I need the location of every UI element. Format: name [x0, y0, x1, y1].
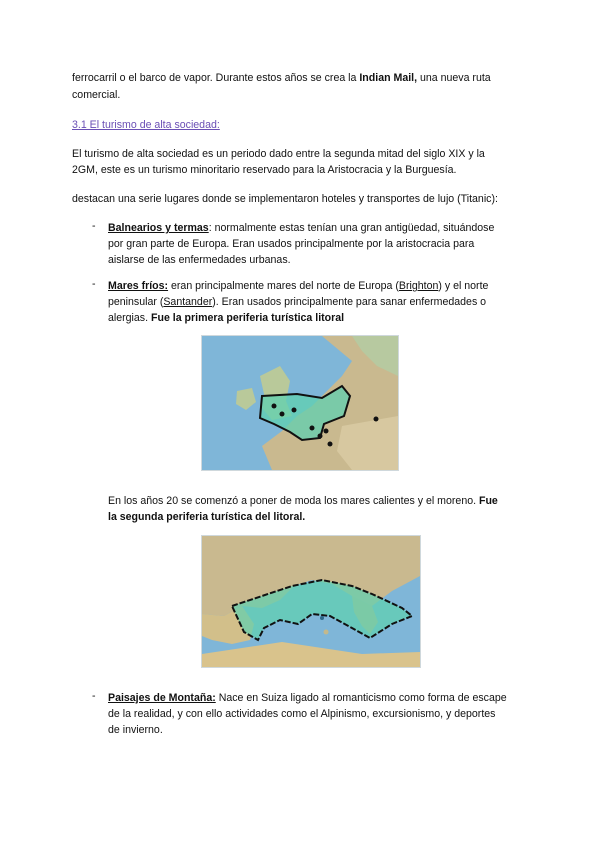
- indian-mail-bold: Indian Mail,: [359, 72, 418, 84]
- resort-dot: [324, 429, 329, 434]
- map-mediterranean-image: [202, 536, 420, 667]
- list-dash: -: [92, 690, 96, 702]
- item1-title: Balnearios y termas: [108, 222, 209, 234]
- item1-line-3: aislarse de las enfermedades urbanas.: [108, 254, 291, 266]
- item2-text: eran principalmente mares del norte de Europa (: [168, 280, 399, 292]
- resort-dot: [374, 417, 379, 422]
- section-heading[interactable]: 3.1 El turismo de alta sociedad:: [72, 119, 220, 131]
- item3-line-1: [108, 690, 528, 706]
- map-mediterranean: [201, 535, 421, 668]
- item2-title: Mares fríos:: [108, 280, 169, 292]
- intro-line-1: [72, 70, 528, 86]
- resort-dot: [310, 426, 315, 431]
- item3-title: Paisajes de Montaña:: [108, 692, 216, 704]
- para1-line-2: 2GM, este es un turismo minoritario reservado para la Aristocracia y la Burguesía.: [72, 164, 457, 176]
- item2-line-2: [108, 294, 528, 310]
- map-northern-europe-image: [202, 336, 398, 470]
- resort-dot: [272, 404, 277, 409]
- list-dash: -: [92, 278, 96, 290]
- item2-text-end: ) y el norte: [438, 280, 489, 292]
- para3-text: En los años 20 se comenzó a poner de moda los mares calientes y el moreno.: [108, 495, 479, 507]
- item1-text: : normalmente estas tenían una gran antigüedad, situándose: [208, 222, 495, 234]
- para2: destacan una serie lugares donde se implementaron hoteles y transportes de lujo (Titanic):: [72, 193, 498, 205]
- para3-bold-end: la segunda periferia turística del litoral.: [108, 511, 306, 523]
- brighton-link[interactable]: Brighton: [398, 280, 439, 292]
- para3-bold-start: Fue: [478, 495, 498, 507]
- para3-line-1: [108, 493, 528, 509]
- item3-text: Nace en Suiza ligado al romanticismo como forma de escape: [215, 692, 507, 704]
- intro-line-2: comercial.: [72, 89, 121, 101]
- item2-line-1: [108, 278, 528, 294]
- resort-dot: [280, 412, 285, 417]
- para3-line-2: [108, 509, 528, 525]
- para1-line-1: El turismo de alta sociedad es un periodo dado entre la segunda mitad del siglo XIX y la: [72, 148, 485, 160]
- island-sardinia: [324, 630, 329, 635]
- island-corsica: [320, 616, 324, 620]
- intro-text-end: una nueva ruta: [417, 72, 491, 84]
- item2-line2-pre: peninsular (: [108, 296, 164, 308]
- item2-line3-pre: alergias.: [108, 312, 151, 324]
- santander-link[interactable]: Santander: [163, 296, 213, 308]
- item1-line-1: [108, 220, 528, 236]
- resort-dot: [292, 408, 297, 413]
- item2-line2-post: ). Eran usados principalmente para sanar enfermedades o: [212, 296, 487, 308]
- item3-line-2: de la realidad, y con ello actividades como el Alpinismo, excursionismo, y deportes: [108, 708, 496, 720]
- intro-text: ferrocarril o el barco de vapor. Durante estos años se crea la: [72, 72, 360, 84]
- item2-bold-conclusion: Fue la primera periferia turística litoral: [151, 312, 345, 324]
- item2-line-3: [108, 310, 528, 326]
- resort-dot: [328, 442, 333, 447]
- list-dash: -: [92, 220, 96, 232]
- map-northern-europe: [201, 335, 399, 471]
- item3-line-3: de invierno.: [108, 724, 163, 736]
- item1-line-2: por gran parte de Europa. Eran usados principalmente por la aristocracia para: [108, 238, 475, 250]
- resort-dot: [318, 434, 323, 439]
